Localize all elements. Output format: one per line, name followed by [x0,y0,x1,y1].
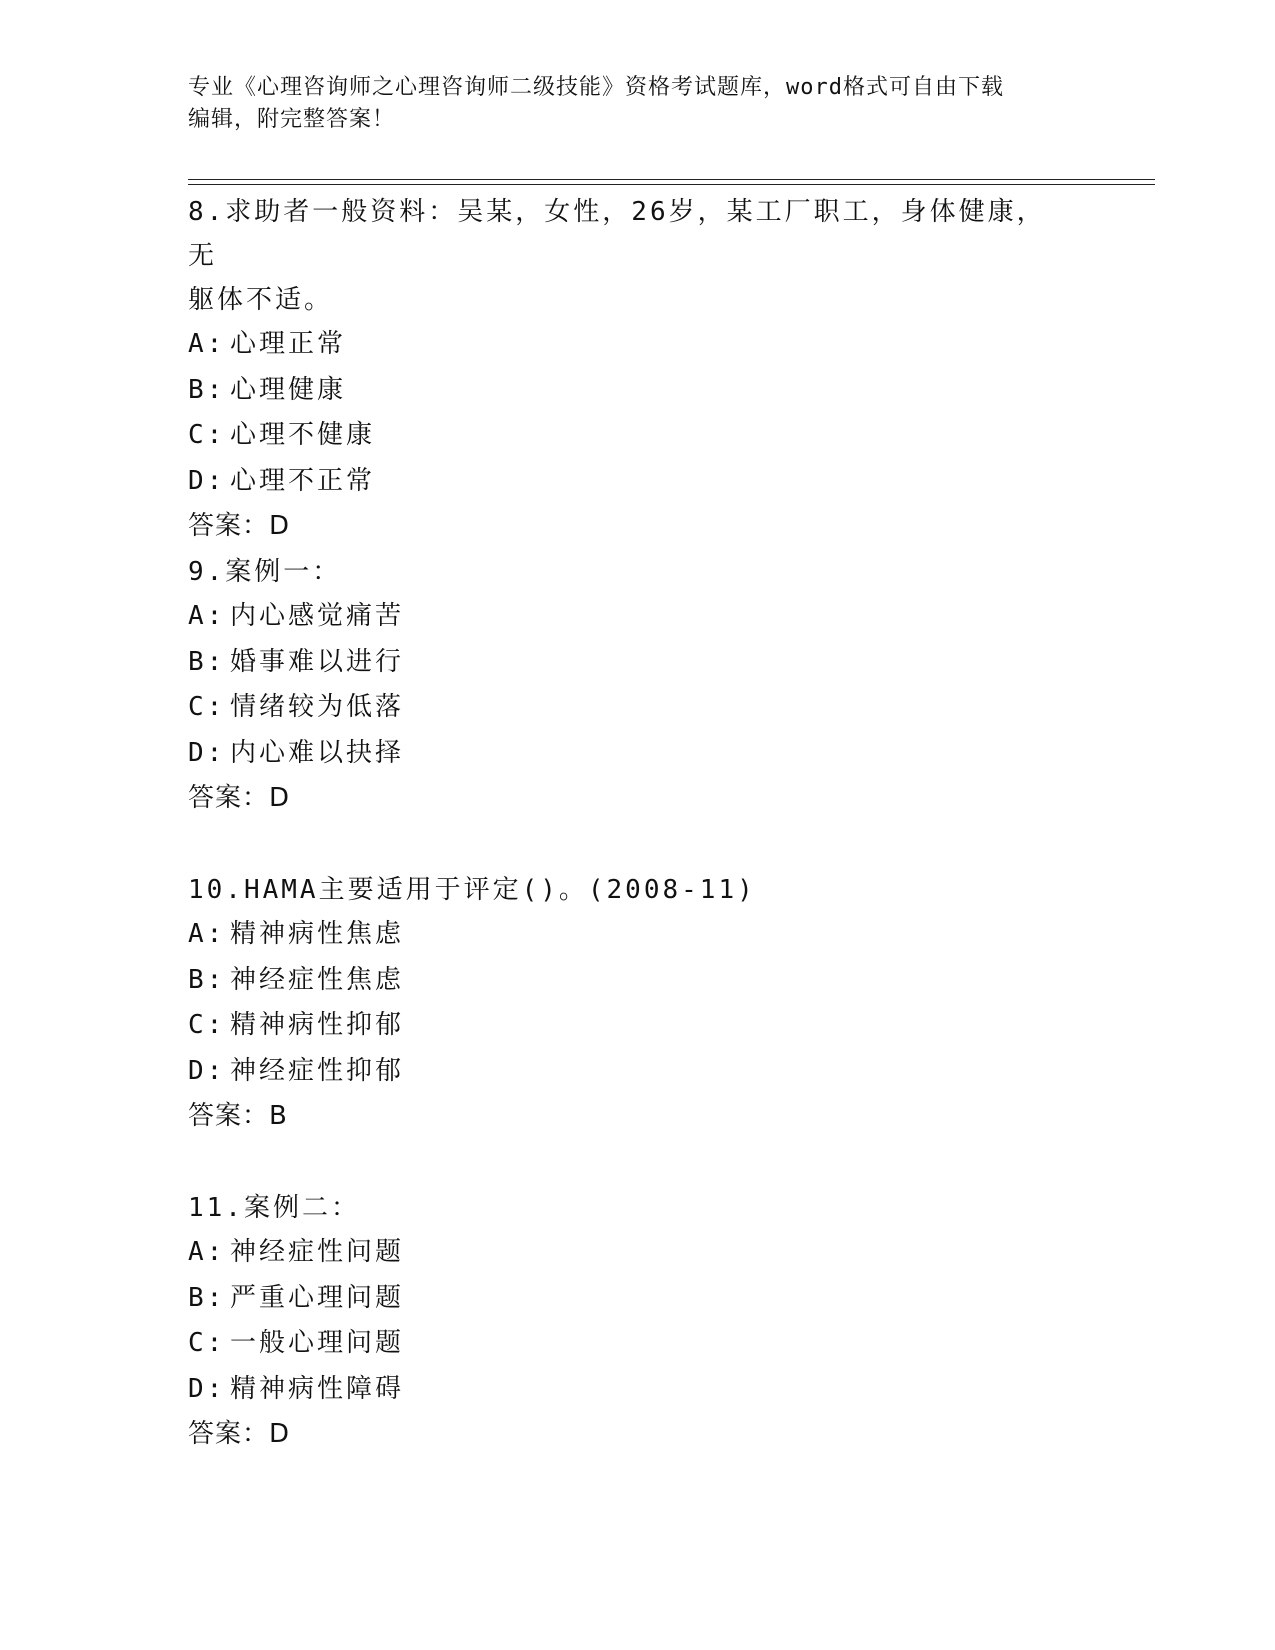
document-header [188,72,1068,136]
question-stem-line-2: 躯体不适。 [188,285,334,315]
question-stem [188,550,1068,594]
header-line-2: 编辑，附完整答案！ [188,107,396,132]
option-text: 精神病性焦虑 [230,919,405,949]
option-text: 心理正常 [230,329,347,359]
option-text: 严重心理问题 [230,1282,405,1313]
option-text: 内心感觉痛苦 [230,601,405,631]
option-text: 精神病性障碍 [230,1373,405,1404]
answer-line: 答案：B [188,1101,288,1131]
question-stem [188,1186,1068,1230]
option-letter: D: [188,1055,226,1086]
option-text: 心理不健康 [230,420,376,450]
question-stem-line-1: 8.求助者一般资料：吴某，女性，26岁，某工厂职工，身体健康，无 [188,197,1046,271]
question-stem-line-1: 11.案例二： [188,1193,360,1223]
option-d [188,1367,1068,1413]
question-8 [188,190,1068,550]
option-text: 神经症性焦虑 [230,964,405,995]
option-b [188,958,1068,1004]
option-d [188,731,1068,777]
option-letter: B: [188,374,226,405]
option-letter: C: [188,1010,226,1040]
header-divider-bottom [188,184,1155,185]
question-stem-line-1: 9.案例一： [188,557,342,587]
option-letter: C: [188,692,226,722]
header-line-1: 专业《心理咨询师之心理咨询师二级技能》资格考试题库，word格式可自由下载 [188,75,1004,100]
option-text: 婚事难以进行 [230,646,405,677]
option-letter: A: [188,601,226,631]
answer-line: 答案：D [188,511,291,541]
option-letter: A: [188,329,226,359]
question-10 [188,868,1068,1140]
option-text: 一般心理问题 [230,1328,405,1358]
question-11 [188,1186,1068,1458]
option-d [188,1049,1068,1095]
option-letter: A: [188,1237,226,1267]
option-c [188,1003,1068,1049]
question-9 [188,550,1068,822]
header-divider-top [188,179,1155,180]
option-text: 神经症性抑郁 [230,1055,405,1086]
option-text: 精神病性抑郁 [230,1010,405,1040]
option-letter: D: [188,1373,226,1404]
option-letter: C: [188,1328,226,1358]
option-c [188,413,1068,459]
option-c [188,685,1068,731]
option-b [188,640,1068,686]
option-b [188,1276,1068,1322]
option-letter: D: [188,465,226,496]
option-a [188,594,1068,640]
option-text: 神经症性问题 [230,1237,405,1267]
option-text: 心理不正常 [230,465,376,496]
question-stem-line-1: 10.HAMA主要适用于评定()。(2008-11) [188,875,756,905]
option-a [188,322,1068,368]
option-text: 内心难以抉择 [230,737,405,768]
option-a [188,1230,1068,1276]
option-a [188,912,1068,958]
option-text: 心理健康 [230,374,347,405]
question-stem [188,190,1068,322]
option-letter: C: [188,420,226,450]
option-letter: B: [188,646,226,677]
option-letter: A: [188,919,226,949]
option-c [188,1321,1068,1367]
question-stem [188,868,1068,912]
option-d [188,459,1068,505]
option-text: 情绪较为低落 [230,692,405,722]
answer-line: 答案：D [188,783,291,813]
answer-line: 答案：D [188,1419,291,1449]
option-letter: B: [188,1282,226,1313]
option-letter: B: [188,964,226,995]
option-letter: D: [188,737,226,768]
option-b [188,368,1068,414]
